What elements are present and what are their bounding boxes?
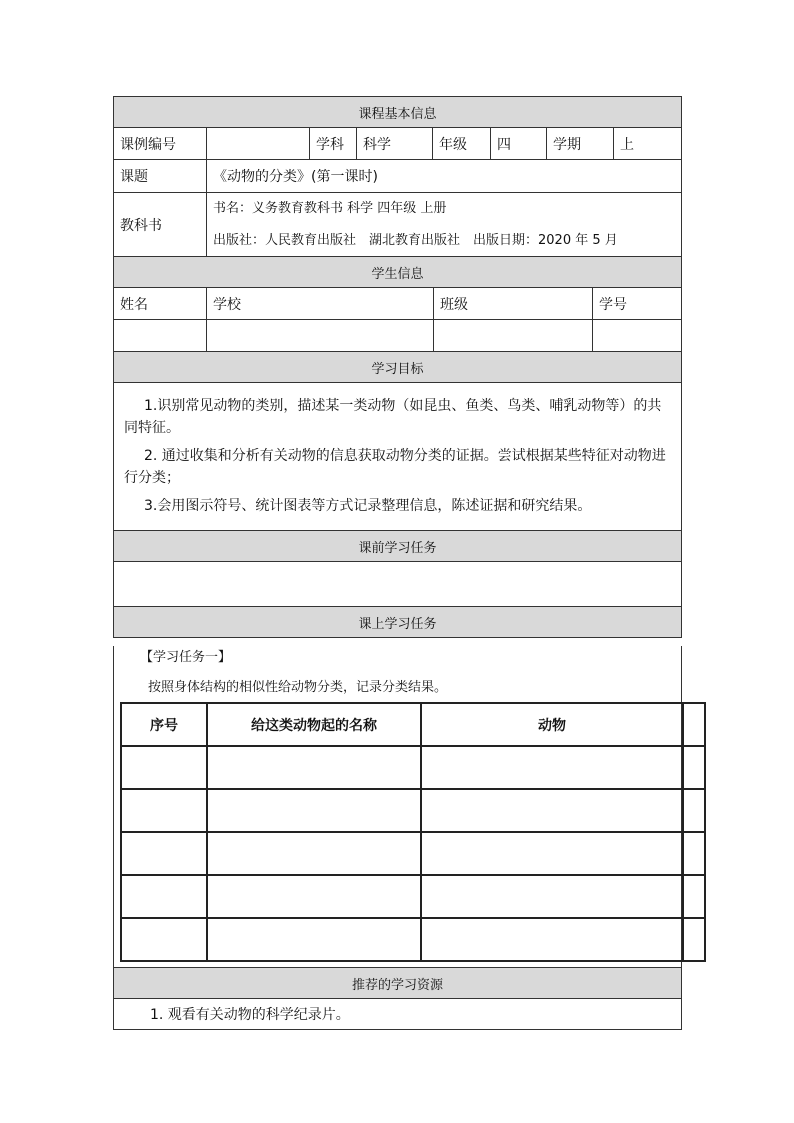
goal-item: 2. 通过收集和分析有关动物的信息获取动物分类的证据。尝试根据某些特征对动物进行分类； — [124, 448, 666, 486]
textbook-info — [207, 193, 681, 256]
table-cell[interactable] — [421, 918, 683, 961]
topic-label: 课题 — [114, 160, 207, 192]
table-cell[interactable] — [207, 875, 421, 918]
table-cell[interactable] — [421, 875, 683, 918]
grade-label: 年级 — [433, 128, 491, 159]
table-cell[interactable] — [421, 832, 683, 875]
grade-value: 四 — [491, 128, 547, 159]
task-instruction: 按照身体结构的相似性给动物分类，记录分类结果。 — [148, 680, 448, 695]
table-cell — [683, 875, 705, 918]
resources-body — [113, 999, 682, 1030]
goals-header: 学习目标 — [114, 352, 681, 382]
term-value: 上 — [620, 136, 634, 153]
table-cell — [683, 918, 705, 961]
table-row — [121, 918, 705, 961]
textbook-title: 书名：义务教育教科书 科学 四年级 上册 — [213, 200, 447, 216]
col-header-animals: 动物 — [421, 703, 683, 746]
class-task-header-row — [113, 607, 682, 638]
table-cell[interactable] — [207, 789, 421, 832]
table-cell[interactable] — [421, 746, 683, 789]
table-cell[interactable] — [421, 789, 683, 832]
goals-list — [114, 383, 681, 530]
student-info-header-row — [113, 257, 682, 288]
table-cell[interactable] — [121, 832, 207, 875]
table-header-row — [121, 703, 705, 746]
table-row — [121, 746, 705, 789]
topic-value: 《动物的分类》(第一课时) — [213, 169, 378, 185]
textbook-label: 教科书 — [114, 193, 207, 256]
table-cell[interactable] — [121, 789, 207, 832]
resource-item: 1. 观看有关动物的科学纪录片。 — [150, 1007, 350, 1023]
table-cell — [683, 746, 705, 789]
col-header-number: 序号 — [121, 703, 207, 746]
table-cell[interactable] — [207, 918, 421, 961]
term-label: 学期 — [547, 128, 614, 159]
class-value[interactable] — [434, 320, 593, 351]
col-header-group-name: 给这类动物起的名称 — [207, 703, 421, 746]
table-cell[interactable] — [207, 746, 421, 789]
task-title: 【学习任务一】 — [140, 650, 232, 665]
case-no-value[interactable] — [207, 128, 310, 159]
goals-header-row — [113, 352, 682, 383]
table-cell[interactable] — [121, 746, 207, 789]
subject-label: 学科 — [310, 128, 357, 159]
textbook-publisher: 出版社：人民教育出版社 湖北教育出版社 出版日期：2020 年 5 月 — [213, 232, 618, 248]
school-value[interactable] — [207, 320, 434, 351]
student-labels-row — [113, 288, 682, 320]
class-label: 班级 — [434, 288, 593, 319]
student-info-header: 学生信息 — [114, 257, 681, 287]
basic-info-header: 课程基本信息 — [114, 97, 681, 127]
pre-task-header-row — [113, 531, 682, 562]
case-no-label: 课例编号 — [114, 128, 207, 159]
goals-row — [113, 383, 682, 531]
pre-task-body — [113, 562, 682, 607]
resources-header-row — [113, 968, 682, 999]
subject-value: 科学 — [357, 128, 433, 159]
goal-item: 3.会用图示符号、统计图表等方式记录整理信息，陈述证据和研究结果。 — [144, 498, 592, 514]
school-label: 学校 — [207, 288, 434, 319]
table-row — [121, 789, 705, 832]
basic-info-header-row — [113, 96, 682, 128]
col-header-extra — [683, 703, 705, 746]
goal-item: 1.识别常见动物的类别，描述某一类动物（如昆虫、鱼类、鸟类、哺乳动物等）的共同特征。 — [124, 398, 662, 436]
student-id-value[interactable] — [593, 320, 681, 351]
name-value[interactable] — [114, 320, 207, 351]
name-label: 姓名 — [114, 288, 207, 319]
basic-info-row — [113, 128, 682, 160]
topic-row — [113, 160, 682, 193]
table-row — [121, 832, 705, 875]
student-values-row — [113, 320, 682, 352]
class-task-header: 课上学习任务 — [114, 607, 681, 637]
resources-header: 推荐的学习资源 — [114, 968, 681, 998]
table-cell — [683, 789, 705, 832]
classification-table — [120, 702, 706, 962]
pre-task-header: 课前学习任务 — [114, 531, 681, 561]
table-cell — [683, 832, 705, 875]
student-id-label: 学号 — [599, 296, 627, 313]
table-row — [121, 875, 705, 918]
table-cell[interactable] — [121, 875, 207, 918]
table-cell[interactable] — [207, 832, 421, 875]
textbook-row — [113, 193, 682, 257]
table-cell[interactable] — [121, 918, 207, 961]
